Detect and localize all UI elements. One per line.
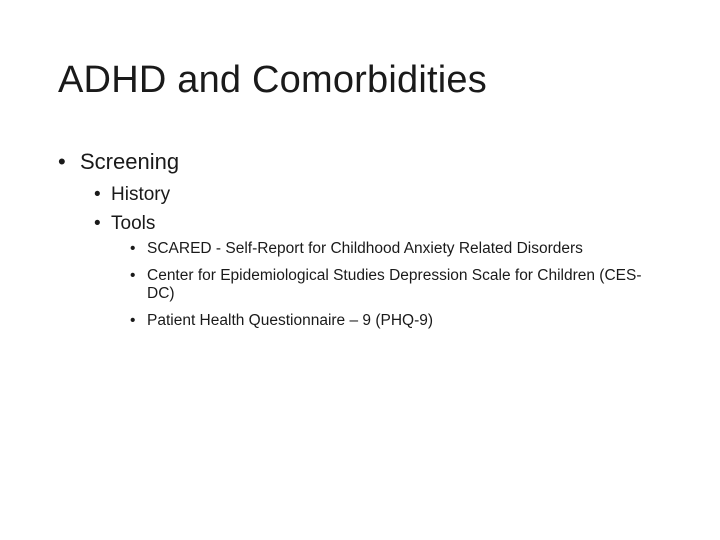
bullet-text: Tools: [111, 213, 156, 234]
sub-bullet-list: [58, 180, 698, 238]
bullet-text: Patient Health Questionnaire – 9 (PHQ-9): [147, 311, 434, 329]
bullet-dot-icon: •: [94, 184, 101, 205]
bullet-dot-icon: •: [130, 311, 136, 329]
bullet-phq-9: [130, 312, 647, 331]
bullet-history: [94, 180, 698, 209]
slide-title: ADHD and Comorbidities: [58, 59, 487, 101]
bullet-text: History: [111, 184, 171, 205]
tools-list: [58, 240, 698, 330]
bullet-text: Screening: [80, 149, 180, 174]
bullet-dot-icon: •: [130, 240, 136, 257]
bullet-dot-icon: •: [130, 266, 136, 284]
bullet-text: SCARED - Self-Report for Childhood Anxiety Related Disorders: [147, 240, 583, 257]
bullet-screening: [58, 146, 698, 178]
bullet-scared: [130, 240, 647, 259]
bullet-dot-icon: •: [58, 149, 66, 174]
bullet-dot-icon: •: [94, 213, 101, 234]
bullet-ces-dc: [130, 267, 647, 304]
bullet-tools: [94, 209, 698, 238]
slide-content: [58, 146, 698, 338]
bullet-text: Center for Epidemiological Studies Depression Scale for Children (CES-DC): [147, 266, 642, 302]
